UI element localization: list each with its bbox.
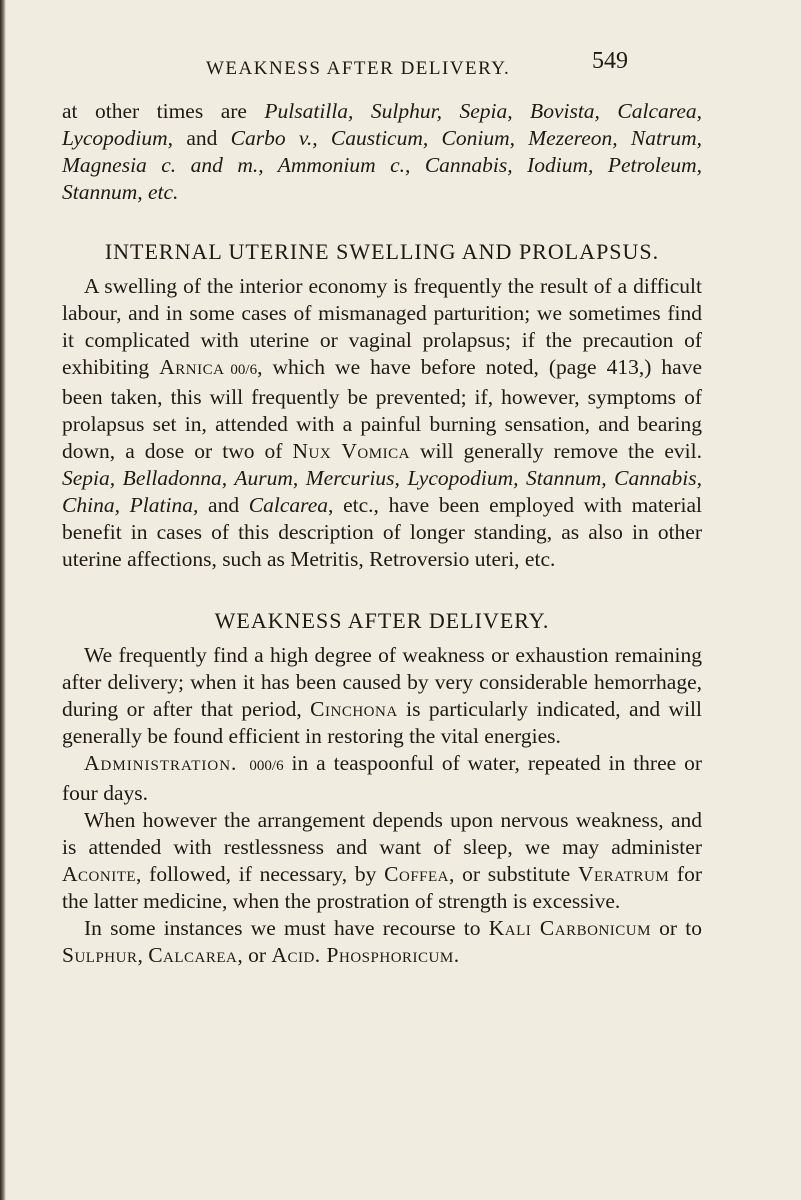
administration-paragraph — [62, 750, 702, 807]
paragraph-text: is particularly indicated, and will generally be found efficient in restoring the vital energies. — [62, 697, 702, 748]
remedy-calcarea: Calcarea — [248, 493, 328, 517]
paragraph-text: , followed, if necessary, by — [136, 862, 385, 886]
remedy-list: Carbo v., Causticum, Conium, Mezereon, Natrum, Magnesia c. and m., Ammonium c., Cannabis, Iodium, Petroleum, Stannum, etc. — [62, 126, 702, 204]
remedy-aconite: Aconite — [62, 862, 137, 886]
weakness-paragraph-1 — [62, 642, 702, 750]
paragraph-text: When however the arrangement depends upon nervous weakness, and is attended with restlessness and want of sleep, we may administer — [62, 808, 702, 859]
intro-paragraph — [62, 98, 702, 206]
body-text — [62, 98, 702, 969]
remedy-cinchona: Cinchona — [310, 697, 398, 721]
remedy-calcarea: Calcarea — [148, 943, 238, 967]
running-title: WEAKNESS AFTER DELIVERY. — [206, 58, 511, 79]
remedy-kali-carbonicum: Kali Carbonicum — [488, 916, 651, 940]
paragraph-text: , — [137, 943, 149, 967]
paragraph-text: . — [453, 943, 460, 967]
paragraph-text: and — [198, 493, 249, 517]
remedy-list: Sepia, Belladonna, Aurum, Mercurius, Lycopodium, Stannum, Cannabis, China, Platina, — [62, 466, 702, 517]
paragraph-text: or to — [650, 916, 703, 940]
remedy-nux-vomica: Nux Vomica — [292, 439, 410, 463]
paragraph-text: , etc., have been employed with material benefit in cases of this description of longer standing, as also in other uterine affections, such as Metritis, Retroversio uteri, etc. — [62, 493, 703, 571]
paragraph-text: , or — [237, 943, 272, 967]
page-number: 549 — [592, 48, 628, 74]
dose-value: 00/6 — [230, 362, 258, 378]
remedy-sulphur: Sulphur — [62, 943, 138, 967]
remedy-list: Pulsatilla, Sulphur, Sepia, Bovista, Calcarea, Lycopodium, — [62, 99, 702, 150]
paragraph-text: , which we have before noted, (page 413,) have been taken, this will frequently be prevented; if, however, symptoms of prolapsus set in, attended with a painful burning sensation, and bearing down, a dose or two of — [62, 355, 703, 463]
section-heading-uterine: INTERNAL UTERINE SWELLING AND PROLAPSUS. — [104, 239, 660, 264]
paragraph-text: will generally remove the evil. — [409, 439, 702, 463]
paragraph-text: In some instances we must have recourse to — [84, 916, 489, 940]
uterine-paragraph — [62, 273, 702, 573]
binding-edge — [0, 0, 6, 1200]
paragraph-text: A swelling of the interior economy is frequently the result of a difficult labour, and in some cases of mismanaged parturition; we sometimes find it complicated with uterine or vaginal prolapsus; if the precaution of exhibiting — [62, 274, 702, 379]
intro-text: and — [173, 126, 231, 150]
running-head — [96, 48, 716, 88]
paragraph-text: in a teaspoonful of water, repeated in three or four days. — [62, 751, 702, 805]
weakness-paragraph-3 — [62, 915, 702, 969]
remedy-arnica: Arnica — [159, 355, 225, 379]
remedy-veratrum: Veratrum — [577, 862, 670, 886]
section-heading-weakness: WEAKNESS AFTER DELIVERY. — [214, 608, 550, 633]
remedy-acid-phosphoricum: Acid. Phosphoricum — [271, 943, 454, 967]
dose-value: 000/6 — [249, 758, 284, 774]
weakness-paragraph-2 — [62, 807, 702, 915]
paragraph-text: We frequently find a high degree of weakness or exhaustion remaining after delivery; when it has been caused by very considerable hemorrhage, during or after that period, — [62, 643, 702, 721]
paragraph-text: for the latter medicine, when the prostration of strength is excessive. — [62, 862, 702, 913]
remedy-coffea: Coffea — [384, 862, 449, 886]
administration-label: Administration. — [84, 751, 238, 775]
paragraph-text: , or substitute — [449, 862, 578, 886]
intro-text: at other times are — [62, 99, 265, 123]
